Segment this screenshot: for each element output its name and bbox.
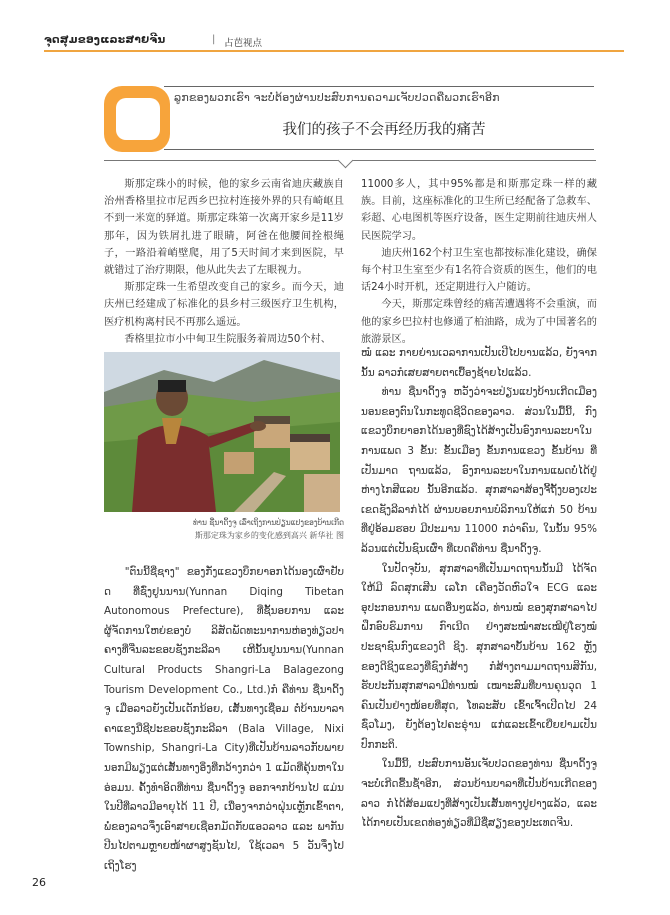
lao-column-left (104, 563, 344, 877)
article-title-cn: 我们的孩子不会再经历我的痛苦 (282, 122, 486, 138)
photo-caption-cn: 斯那定珠为家乡的变化感到高兴 新华社 图 (194, 531, 344, 540)
running-header (44, 30, 624, 52)
page-number: 26 (32, 876, 46, 889)
title-divider-notch (338, 153, 354, 169)
header-lao-title: ຈຸດສຸມຂອງແລະສາຍຈີນ (44, 34, 166, 46)
cn-column-left (104, 176, 344, 348)
header-cn-title: 占芭视点 (224, 38, 263, 49)
lao-paragraph: ໃນມື້ນີ້, ປະສົບການອັນເຈັບປວດຂອງທ່ານ ຊື່ນາດິ້ງຈູ ຈະບໍ່ເກີດຂື້ນຊ້ຳອີກ, ສ່ວນບ້ານບາລາທີ່ເປັນບ້ານເກີດຂອງ ລາວ ກໍໄດ້ສ້ອມແປງທີ່ສ້າງເປັນເສັ້ນທາງປູຢາງແລ້ວ, ແລະ ໄດ້ກາຍເປັນເຂດທ່ອງທ່ຽວທີ່ມີຊື່ສຽງຂອງປະເທດຈີນ. (361, 758, 597, 830)
article-title-lao: ລູກຂອງພວກເຮົາ ຈະບໍ່ຕ້ອງຜ່ານປະສົບການຄວາມເຈັບປວດຄືພວກເຮົາອີກ (174, 91, 500, 104)
cn-paragraph: 斯那定珠一生希望改变自己的家乡。而今天，迪庆州已经建成了标准化的县乡村三级医疗卫生机构，医疗机构离村民不再那么遥远。 (104, 282, 344, 328)
photo-illustration (104, 352, 340, 512)
cn-paragraph: 香格里拉市小中甸卫生院服务着周边50个村、 (124, 333, 331, 345)
photo-caption-lao: ທ່ານ ຊື່ນາດິ້ງຈູ ເລົ່າເຖິງການປ່ຽນແປງຂອງບ້ານເກີດ (193, 518, 344, 527)
lao-paragraph: "ຕົນນີ້ຊີ່ຊາງ" ຂອງກັ່ງແຂວງບຶກຍາອກໄດ້ນອງເຜົ່າຢັບດ ທີ່ຊົ່ງຢູນນານ(Yunnan Diqing Tibetan Autonomous Prefecture), ທີ່ຊັ້ນອຍການ ແລະ ຜູ້ຈັດການໃຫຍ່ຂອງບໍ ລິສັດພັດທະນາການຫ່ອງທ່ຽວປາຄາງທີ່ຈີ່ນລະຂອບຊັງກະລີລາ ເຫີນັ້ນຢູນນານ(Yunnan Cultural Products Shangri-La Balagezong Tourism Development Co., Ltd.)ກໍ ຄືທ່ານ ຊື່ນາດິ້ງຈູ ເມື່ອລາວຍັງເປັນເດັກນ້ອຍ, ເສັ້ນທາງເຊື່ອມ ຕໍ່ບ້ານບາລາຄາແຂງນີ່ຊີປະຂອບຊັງກະລີລາ (Bala Village, Nixi Township, Shangri-La City)ທີ່ເປັນບ້ານລາວກັບພາຍ ນອກມີພຽງແຕ່ເສັ້ນທາງອິ່ງທີ່ກວ້າງກວ່າ 1 ແມັດທີ່ຄຸ້ນຫາໃນ ອ່ອມນ. ຄັ້ງທຳອິດທີ່ທ່ານ ຊື່ນາດິ້ງຈູ ອອກຈາກບ້ານໄປ ແມ່ນ ໃນປີທີ່ລາວມີອາຍຸໄດ້ 11 ປີ, ເນື່ອງຈາກວ່າຝຸ່ນເຫຼັກເຂົ້າຕາ, ພໍ່ຂອງລາວຈຶ່ງເອົາສາຍເຊືອກມັດກັບແອວລາວ ແລະ ພາກັນ ປີນໄປຕາມຫຼາຍໜ້າຜາສູງຊັນໄປ, ໃຊ້ເວລາ 5 ວັນຈຶ່ງໄປເຖິງໂຮງ (104, 566, 344, 872)
header-separator: | (212, 34, 216, 45)
header-rule (44, 50, 624, 52)
lao-column-right (361, 344, 597, 834)
cn-paragraph: 斯那定珠小的时候，他的家乡云南省迪庆藏族自治州香格里拉市尼西乡巴拉村连接外界的只有崎岖且不到一米宽的驿道。斯那定珠第一次离开家乡是11岁那年，因为铁屑扎进了眼睛，阿爸在他腰间拴根绳子，一路沿着峭壁爬，用了5天时间才来到医院，早就错过了治疗期限，他从此失去了左眼视力。 (104, 179, 344, 277)
lao-paragraph: ທ່ານ ຊື່ນາດິ້ງຈູ ຫວັງວ່າຈະປ່ຽນແປງບ້ານເກີດເມືອງ ນອນຂອງຕົນໃນກະທູດຊີວິດຂອງລາວ. ສ່ວນໃນມື້ນີ້, ກົງ ແຂວງບຶກຍາອກໄດ້ນອງທີ່ຊົງໄດ້ສ້າງເປັນອົງການລະບາໃນ ການແພດ 3 ຂັ້ນ: ຂັ້ນເມືອງ ຂັ້ນການແຂວງ ຂັ້ນບ້ານ ທີ່ເປັນມາດ ຖານແລ້ວ, ອົງການລະບາໃນການແພດບໍ່ໄດ້ຢູ່ຫ່າງໄກສີແລບ ນັ້ນອີກແລ້ວ. ສຸກສາລາສ້ອງຈີ້ຖ້ັງບອງເປະເຂດຊັງລີລາກ່ໄດ້ ຜ່ານບອຍການບໍລິການໃຫ້ແກ່ 50 ບ້ານທີ່ຢູ່ອ້ອມຮອບ ມີປະມານ 11000 ກວ່າຄົນ, ໃນນັ້ນ 95% ລ້ວນແຕ່ເປັນຊົນເຜົ່າ ທີ່ເບດຄືທ່ານ ຊື່ນາດິ້ງຈູ. (361, 386, 597, 555)
cn-column-right (361, 176, 597, 348)
lao-paragraph: ໝໍ ແລະ ກາຍຍ່ານເວລາການເປັນເປີໄປບານແລ້ວ, ຍັງຈາກ ນັ້ນ ລາວກໍເສຍສາຍຕາເບື້ອງຊ້າຍໄປແລ້ວ. (361, 347, 597, 379)
title-decoration-inner (116, 98, 160, 140)
article-title-block (104, 86, 596, 150)
lao-paragraph: ໃນປັດຈຸບັນ, ສຸກສາລາທີ່ເປັນມາດຖານນັ້ນມີ ໄດ້ຈັດໃຫ້ມີ ລົດສຸກເສີນ ເລໂກ ເຄືອງວັດຫົວໃຈ ECG ແລະອຸປະກອນການ ແພດອື່ນໆແລ້ວ, ທ່ານໝໍ ຂອງສຸກສາລາໄປຝຶກອົບຮົມການ ກົາເນີດ ຢ່າງສະໝໍ່າສະເໝີຢູ່ໂຮງໝໍປະຊາຊົນກົງແຂວງດີ ຊິງ. ສຸກສາລາບັ້ນບ້ານ 162 ຫຼັງຂອງດີຊິງແຂວງທີ່ຊົງກໍສ້າງ ກໍສ້າງຕາມມາດຖານສິກັນ, ຮັບປະກັນສຸກສາລາມີທ່ານໝໍ ເໝາະສົມທີ່ບານຄຸນວຸດ 1 ຄົນເປັນຢ່າງໜ້ອຍທີ່ສຸດ, ໂທລະສັບ ເຂົ້າເຈົ້າເປີດໄປ 24 ຊົ່ວໂມງ, ຍັງຕ້ອງໄປຄະຣຸ່ານ ແກ່ແລະເຂົ້າເຍີ່ຍຢາມເປັນປົກກະຕິ. (361, 562, 597, 751)
article-photo (104, 352, 340, 512)
cn-paragraph: 11000多人，其中95%都是和斯那定珠一样的藏族。目前，这座标准化的卫生所已经配备了急救车、彩超、心电图机等医疗设备，医生定期前往迪庆州人民医院学习。 (361, 179, 597, 242)
title-decoration (104, 86, 170, 152)
cn-paragraph: 迪庆州162个村卫生室也都按标准化建设，确保每个村卫生室至少有1名符合资质的医生，他们的电话24小时开机，还定期进行入户随访。 (361, 247, 597, 294)
cn-paragraph: 今天，斯那定珠曾经的痛苦遭遇将不会重演，而他的家乡巴拉村也修通了柏油路，成为了中国著名的旅游景区。 (361, 299, 597, 345)
